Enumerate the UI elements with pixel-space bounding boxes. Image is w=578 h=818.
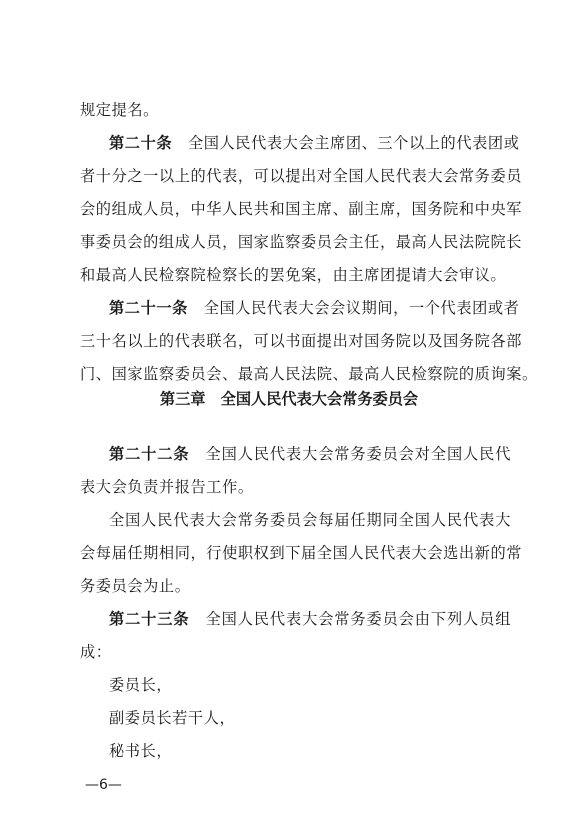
article-22-heading-line xyxy=(109,442,511,466)
paragraph-line xyxy=(80,329,523,353)
paragraph-line xyxy=(80,475,254,499)
line-text: 全国人民代表大会常务委员会由下列人员组 xyxy=(189,610,512,628)
line-text: 会的组成人员，中华人民共和国主席、副主席，国务院和中央军 xyxy=(80,200,523,218)
line-text: 副委员长若干人， xyxy=(109,709,236,727)
line-text: 表大会负责并报告工作。 xyxy=(80,478,254,496)
article-number: 第二十一条 xyxy=(109,299,188,317)
paragraph-line xyxy=(80,541,523,565)
article-21-heading-line xyxy=(109,296,520,320)
line-text: 全国人民代表大会主席团、三个以上的代表团或 xyxy=(172,134,520,152)
line-text: 全国人民代表大会常务委员会对全国人民代 xyxy=(189,445,512,463)
article-20-heading-line xyxy=(109,131,520,155)
paragraph-line xyxy=(80,98,159,122)
line-text: 规定提名。 xyxy=(80,101,159,119)
paragraph-line xyxy=(80,574,191,598)
line-text: 门、国家监察委员会、最高人民法院、最高人民检察院的质询案。 xyxy=(80,365,538,383)
article-number: 第二十二条 xyxy=(109,445,190,463)
line-text: 会每届任期相同，行使职权到下届全国人民代表大会选出新的常 xyxy=(80,544,523,562)
paragraph-line xyxy=(80,640,112,664)
line-text: 成： xyxy=(80,643,112,661)
article-23-heading-line xyxy=(109,607,511,631)
list-item xyxy=(109,739,172,763)
line-text: 务委员会为止。 xyxy=(80,577,191,595)
line-text: 者十分之一以上的代表，可以提出对全国人民代表大会常务委员 xyxy=(80,167,523,185)
article-number: 第二十条 xyxy=(109,134,173,152)
line-text: 事委员会的组成人员，国家监察委员会主任，最高人民法院院长 xyxy=(80,233,523,251)
list-item xyxy=(109,673,172,697)
line-text: 三十名以上的代表联名，可以书面提出对国务院以及国务院各部 xyxy=(80,332,523,350)
line-text: 全国人民代表大会会议期间，一个代表团或者 xyxy=(187,299,520,317)
article-number: 第二十三条 xyxy=(109,610,190,628)
list-item xyxy=(109,706,235,730)
paragraph-line xyxy=(109,508,511,532)
line-text: 委员长， xyxy=(109,676,173,694)
line-text: 和最高人民检察院检察长的罢免案，由主席团提请大会审议。 xyxy=(80,266,507,284)
paragraph-line xyxy=(80,197,523,221)
page-number: —6— xyxy=(85,777,122,793)
paragraph-line xyxy=(80,164,523,188)
paragraph-line xyxy=(80,362,538,386)
paragraph-line xyxy=(80,263,506,287)
paragraph-line xyxy=(80,230,523,254)
chapter-title: 第三章 全国人民代表大会常务委员会 xyxy=(159,390,419,408)
line-text: 秘书长， xyxy=(109,742,173,760)
line-text: 全国人民代表大会常务委员会每届任期同全国人民代表大 xyxy=(109,511,511,529)
